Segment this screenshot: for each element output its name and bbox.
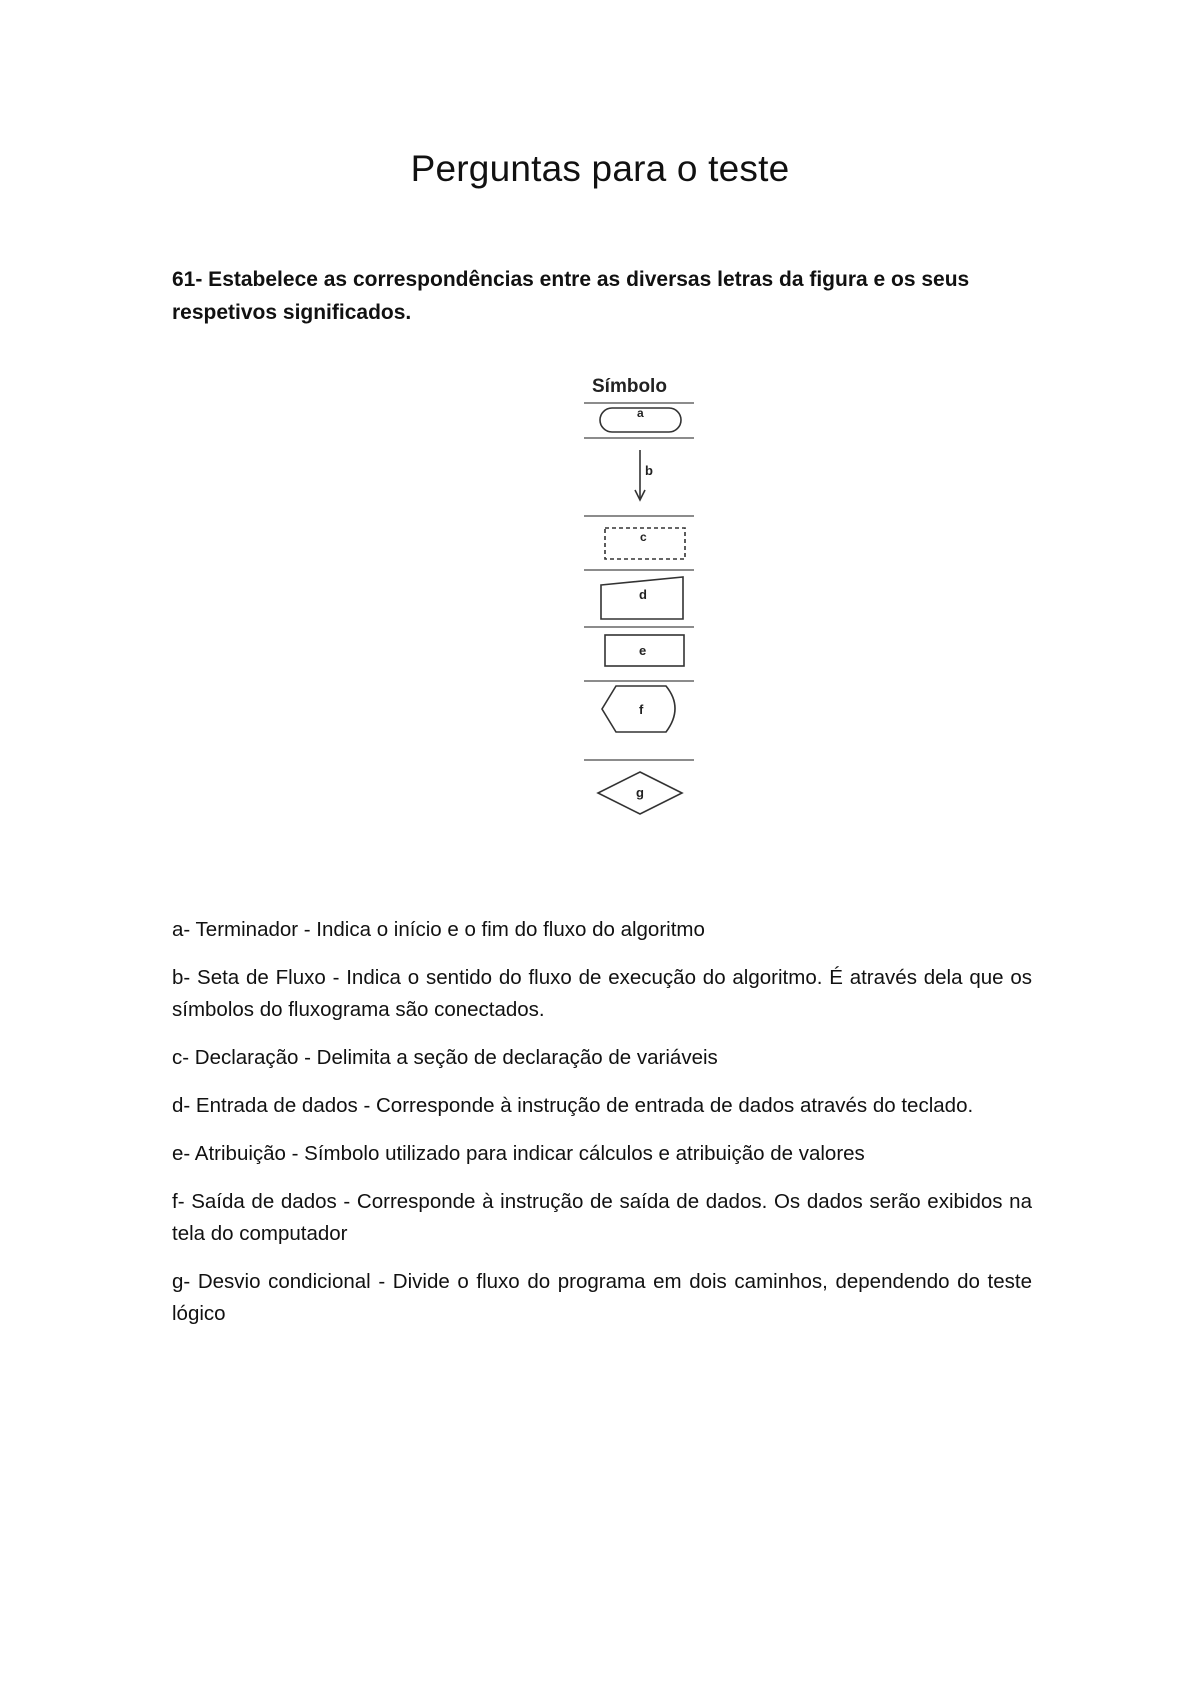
answer-g: g- Desvio condicional - Divide o fluxo do programa em dois caminhos, dependendo do teste lógico — [172, 1270, 1032, 1325]
symbol-letter-g: g — [636, 785, 644, 800]
flow-arrow-icon — [635, 450, 645, 500]
answer-e: e- Atribuição - Símbolo utilizado para indicar cálculos e atribuição de valores — [172, 1142, 865, 1165]
page-title: Perguntas para o teste — [410, 148, 790, 189]
figure-header: Símbolo — [592, 376, 667, 397]
symbol-letter-d: d — [639, 587, 647, 602]
symbol-letter-e: e — [639, 643, 647, 658]
answers-list — [172, 914, 1032, 1346]
symbol-letter-f: f — [639, 702, 644, 717]
answer-c: c- Declaração - Delimita a seção de declaração de variáveis — [172, 1046, 718, 1069]
symbol-letter-a: a — [637, 406, 644, 420]
symbol-letter-b: b — [645, 463, 653, 478]
answer-d: d- Entrada de dados - Corresponde à instrução de entrada de dados através do teclado. — [172, 1094, 974, 1117]
answer-b: b- Seta de Fluxo - Indica o sentido do fluxo de execução do algoritmo. É através dela que os símbolos do fluxograma são conectados. — [172, 966, 1032, 1021]
answer-f: f- Saída de dados - Corresponde à instrução de saída de dados. Os dados serão exibidos na tela do computador — [172, 1190, 1032, 1245]
question-text: 61- Estabelece as correspondências entre as diversas letras da figura e os seus respetivos significados. — [172, 268, 970, 324]
answer-a: a- Terminador - Indica o início e o fim do fluxo do algoritmo — [172, 918, 705, 941]
flowchart-symbols-figure — [580, 370, 698, 830]
symbol-letter-c: c — [640, 530, 647, 544]
